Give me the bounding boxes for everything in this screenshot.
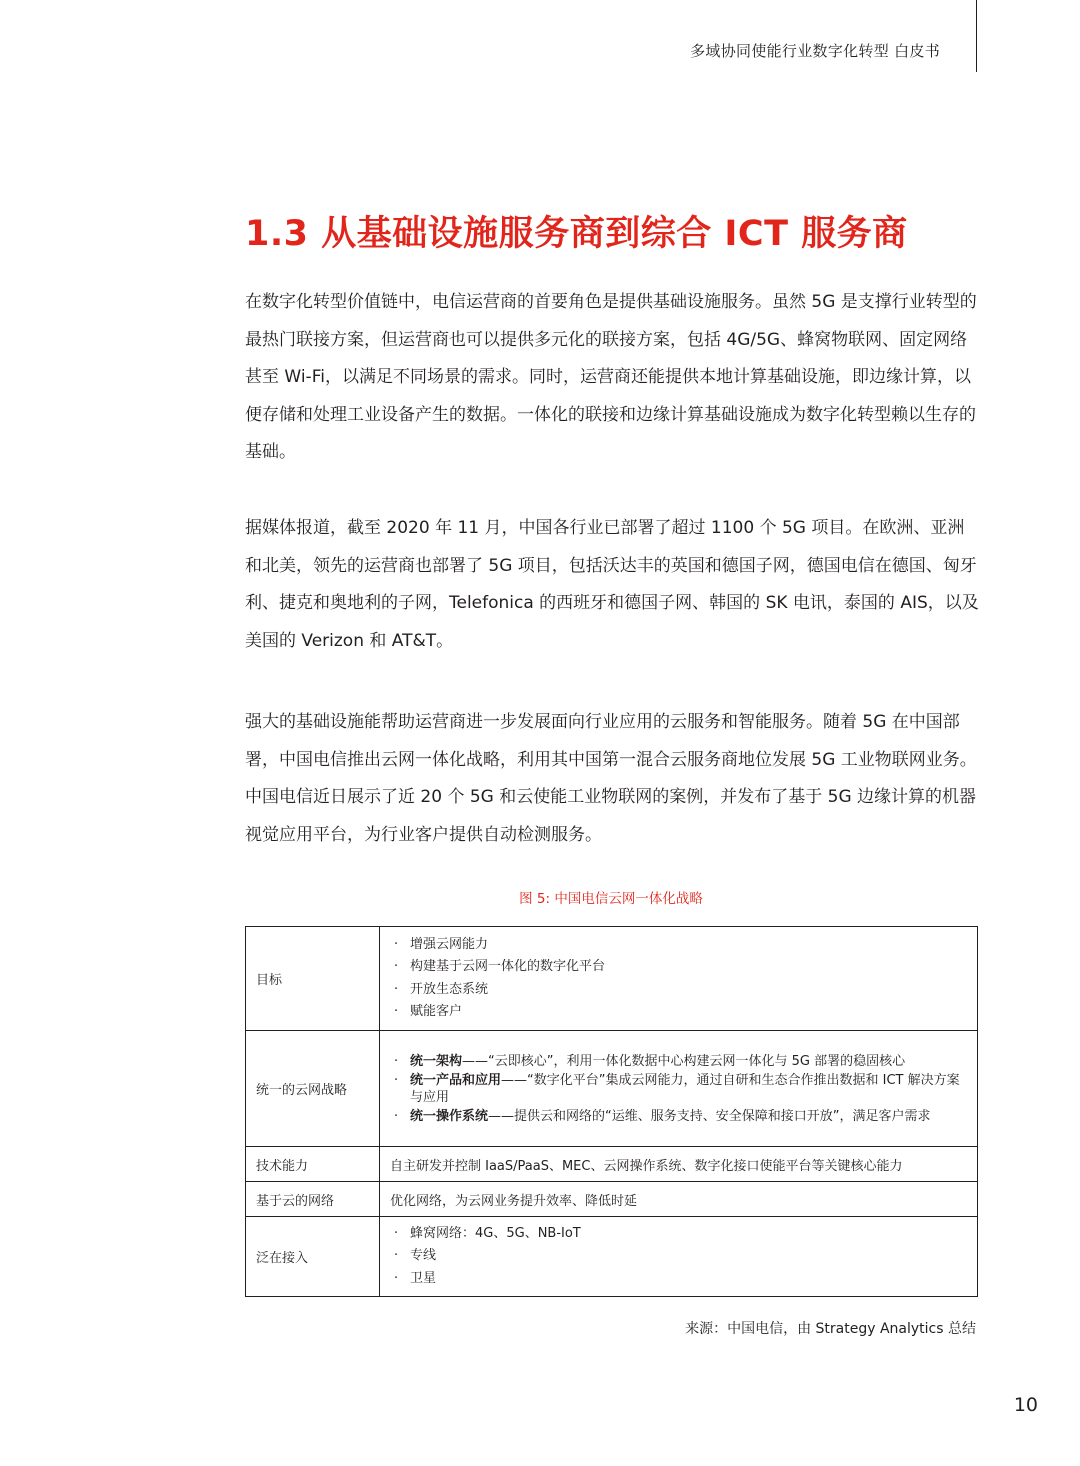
- row-content: [380, 1217, 978, 1297]
- list-item: · 卫星: [390, 1268, 967, 1291]
- paragraph-cloud-services: 强大的基础设施能帮助运营商进一步发展面向行业应用的云服务和智能服务。随着 5G 在中国部署，中国电信推出云网一体化战略，利用其中国第一混合云服务商地位发展 5G 工业物联网业务。中国电信近日展示了近 20 个 5G 和云使能工业物联网的案例，并发布了基于 5G 边缘计算的机器视觉应用平台，为行业客户提供自动检测服务。: [245, 712, 977, 845]
- running-header: 多域协同使能行业数字化转型 白皮书: [690, 42, 940, 60]
- figure-source: 来源：中国电信，由 Strategy Analytics 总结: [685, 1321, 976, 1337]
- row-label: 泛在接入: [246, 1217, 380, 1297]
- item-text: ——“数字化平台”集成云网能力，通过自研和生态合作推出数据和 ICT 解决方案与应用: [410, 1072, 960, 1105]
- bullet-list: [390, 934, 967, 1024]
- list-item: · 蜂窝网络：4G、5G、NB-IoT: [390, 1223, 967, 1246]
- list-item: [390, 1108, 967, 1125]
- row-content: [380, 1031, 978, 1147]
- section-title: 1.3 从基础设施服务商到综合 ICT 服务商: [245, 214, 908, 254]
- list-item: · 增强云网能力: [390, 934, 967, 957]
- item-heading: 统一产品和应用: [410, 1072, 502, 1088]
- list-item: [390, 1053, 967, 1070]
- row-label: 目标: [246, 927, 380, 1031]
- table-row-cloud-network: [246, 1182, 978, 1217]
- item-text: ——提供云和网络的“运维、服务支持、安全保障和接口开放”，满足客户需求: [488, 1108, 931, 1124]
- list-item: · 专线: [390, 1245, 967, 1268]
- list-item: · 构建基于云网一体化的数字化平台: [390, 956, 967, 979]
- paragraph-deployments: 据媒体报道，截至 2020 年 11 月，中国各行业已部署了超过 1100 个 5G 项目。在欧洲、亚洲和北美，领先的运营商也部署了 5G 项目，包括沃达丰的英国和德国子网，德国电信在德国、匈牙利、捷克和奥地利的子网，Telefonica 的西班牙和德国子网、韩国的 SK 电讯，泰国的 AIS，以及美国的 Verizon 和 AT&T。: [245, 518, 979, 651]
- table-row-strategy: [246, 1031, 978, 1147]
- figure-caption: 图 5: 中国电信云网一体化战略: [519, 891, 703, 907]
- row-content: [380, 927, 978, 1031]
- list-item: · 开放生态系统: [390, 979, 967, 1002]
- paragraph-infrastructure: 在数字化转型价值链中，电信运营商的首要角色是提供基础设施服务。虽然 5G 是支撑行业转型的最热门联接方案，但运营商也可以提供多元化的联接方案，包括 4G/5G、蜂窝物联网、固定网络甚至 Wi-Fi，以满足不同场景的需求。同时，运营商还能提供本地计算基础设施，即边缘计算，以便存储和处理工业设备产生的数据。一体化的联接和边缘计算基础设施成为数字化转型赖以生存的基础。: [245, 292, 977, 462]
- list-item: · 赋能客户: [390, 1001, 967, 1024]
- item-heading: 统一架构: [410, 1053, 463, 1069]
- table-row-goals: [246, 927, 978, 1031]
- list-item: [390, 1072, 967, 1106]
- row-label: 基于云的网络: [246, 1182, 380, 1217]
- bullet-list: [390, 1223, 967, 1291]
- row-label: 统一的云网战略: [246, 1031, 380, 1147]
- strategy-table: [245, 926, 978, 1297]
- row-content: 优化网络，为云网业务提升效率、降低时延: [380, 1182, 978, 1217]
- row-label: 技术能力: [246, 1147, 380, 1182]
- row-content: 自主研发并控制 IaaS/PaaS、MEC、云网操作系统、数字化接口使能平台等关键核心能力: [380, 1147, 978, 1182]
- page-number: 10: [1013, 1394, 1038, 1416]
- item-text: ——“云即核心”，利用一体化数据中心构建云网一体化与 5G 部署的稳固核心: [462, 1053, 906, 1069]
- table-row-access: [246, 1217, 978, 1297]
- table-row-tech: [246, 1147, 978, 1182]
- header-rule: [976, 0, 977, 72]
- bullet-list: [390, 1053, 967, 1125]
- item-heading: 统一操作系统: [410, 1108, 489, 1124]
